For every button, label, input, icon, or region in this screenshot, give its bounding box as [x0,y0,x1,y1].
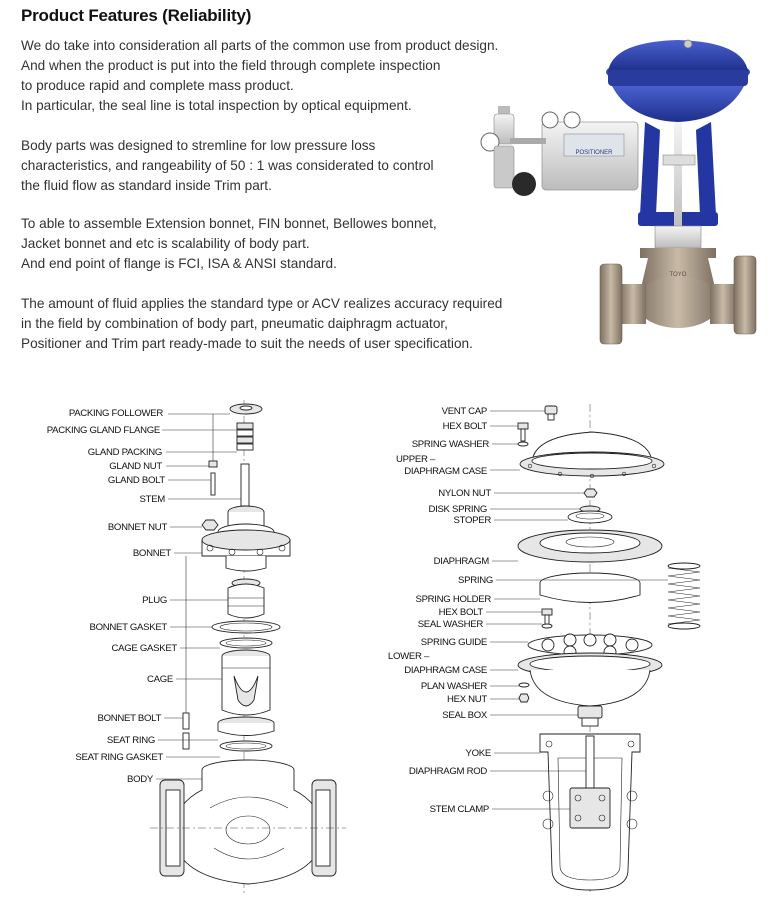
label-cage-gasket: CAGE GASKET [111,643,177,654]
spring-part [668,563,700,629]
label-plug: PLUG [142,595,167,606]
label-seal-box: SEAL BOX [442,710,487,721]
label-disk-spring: DISK SPRING [428,504,487,515]
text-line: In particular, the seal line is total inspection by optical equipment. [21,98,412,113]
seal-washer-part [542,624,552,628]
label-yoke: YOKE [465,748,491,759]
label-gland-bolt: GLAND BOLT [107,475,165,486]
label-spring-holder: SPRING HOLDER [415,594,491,605]
label-diaphragm-rod: DIAPHRAGM ROD [408,766,487,777]
label-hex-nut: HEX NUT [446,694,487,705]
hex-bolt-part [518,423,528,429]
text-line: To able to assemble Extension bonnet, FIN bonnet, Bellowes bonnet, [21,216,437,231]
paragraph-inspection [21,36,498,116]
text-line: characteristics, and rangeability of 50 : 1 was considerated to control [21,158,434,173]
lower-diaphragm-case-part [518,653,662,706]
label-stem-clamp: STEM CLAMP [429,804,489,815]
page-title: Product Features (Reliability) [21,6,252,25]
label-lower: LOWER – [387,651,429,662]
exploded-diagram [0,392,771,904]
label-lower-diaphragm-case: DIAPHRAGM CASE [404,665,487,676]
plan-washer-part [519,683,529,687]
diaphragm-rod-part [586,736,594,796]
label-hex-bolt-lower: HEX BOLT [438,607,483,618]
valve-body-icon [636,276,720,328]
gland-packing-part [237,423,253,429]
right-flange [734,256,756,334]
text-line: And when the product is put into the field through complete inspection [21,58,441,73]
hex-nut-part [519,694,529,702]
nylon-nut-part [584,489,597,497]
text-line: Body parts was designed to stremline for low pressure loss [21,138,376,153]
positioner-label: POSITIONER [575,150,613,156]
paragraph-bonnet-scalability [21,214,437,274]
text-line: the fluid flow as standard inside Trim part. [21,178,272,193]
stem-part [241,464,249,506]
label-bonnet-nut: BONNET NUT [107,522,167,533]
body-mark: TOYO [669,272,687,278]
label-diaphragm: DIAPHRAGM [433,556,489,567]
label-stoper: STOPER [453,515,491,526]
bonnet-nut-part [202,520,218,530]
label-hex-bolt: HEX BOLT [442,421,487,432]
spring-holder-part [540,573,640,603]
cage-gasket-part [220,638,272,648]
label-seat-ring-gasket: SEAT RING GASKET [75,752,163,763]
label-packing-follower: PACKING FOLLOWER [68,408,163,419]
text-line: And end point of flange is FCI, ISA & ANSI standard. [21,256,337,271]
spring-washer-part [518,442,528,446]
upper-diaphragm-case-part [520,432,664,478]
control-valve-photo [480,30,770,350]
text-line: to produce rapid and complete mass product. [21,78,294,93]
stem-clamp-part [570,788,610,828]
left-labels [47,408,178,785]
vent-cap-part [545,406,557,414]
gland-nut-part [209,461,217,467]
gland-bolt-part [211,473,215,495]
text-line: in the field by combination of body part, pneumatic daiphragm actuator, [21,316,448,331]
paragraph-fluid-accuracy [21,294,502,354]
text-line: The amount of fluid applies the standard type or ACV realizes accuracy required [21,296,503,311]
valve-exploded-view [150,400,346,895]
seal-box-part [578,706,602,718]
vent-cap-icon [684,40,692,48]
bonnet-bolt-part [183,713,189,729]
label-plan-washer: PLAN WASHER [420,681,487,692]
body-part [150,760,346,884]
label-seal-washer: SEAL WASHER [417,619,483,630]
label-spring-guide: SPRING GUIDE [420,637,487,648]
label-bonnet-gasket: BONNET GASKET [89,622,167,633]
label-body: BODY [127,774,153,785]
text-line: Jacket bonnet and etc is scalability of body part. [21,236,310,251]
diaphragm-part [518,530,662,562]
right-labels [388,406,493,815]
label-packing-gland-flange: PACKING GLAND FLANGE [46,425,160,436]
label-seat-ring: SEAT RING [106,735,155,746]
seat-ring-gasket-part [220,741,272,751]
label-gland-nut: GLAND NUT [109,461,162,472]
label-bonnet: BONNET [132,548,171,559]
text-line: Positioner and Trim part ready-made to suit the needs of user specification. [21,336,473,351]
actuator-exploded-view [486,404,700,895]
paragraph-body-parts [21,136,434,196]
label-upper: UPPER – [396,454,435,465]
label-vent-cap: VENT CAP [441,406,487,417]
left-flange [600,264,622,344]
label-cage: CAGE [147,674,173,685]
hex-bolt-lower-part [542,609,552,615]
label-stem: STEM [139,494,165,505]
label-spring: SPRING [458,575,493,586]
label-gland-packing: GLAND PACKING [87,447,162,458]
text-line: We do take into consideration all parts of the common use from product design. [21,38,499,53]
label-bonnet-bolt: BONNET BOLT [97,713,161,724]
label-nylon-nut: NYLON NUT [438,488,491,499]
label-spring-washer: SPRING WASHER [411,439,489,450]
label-upper-diaphragm-case: DIAPHRAGM CASE [404,466,487,477]
